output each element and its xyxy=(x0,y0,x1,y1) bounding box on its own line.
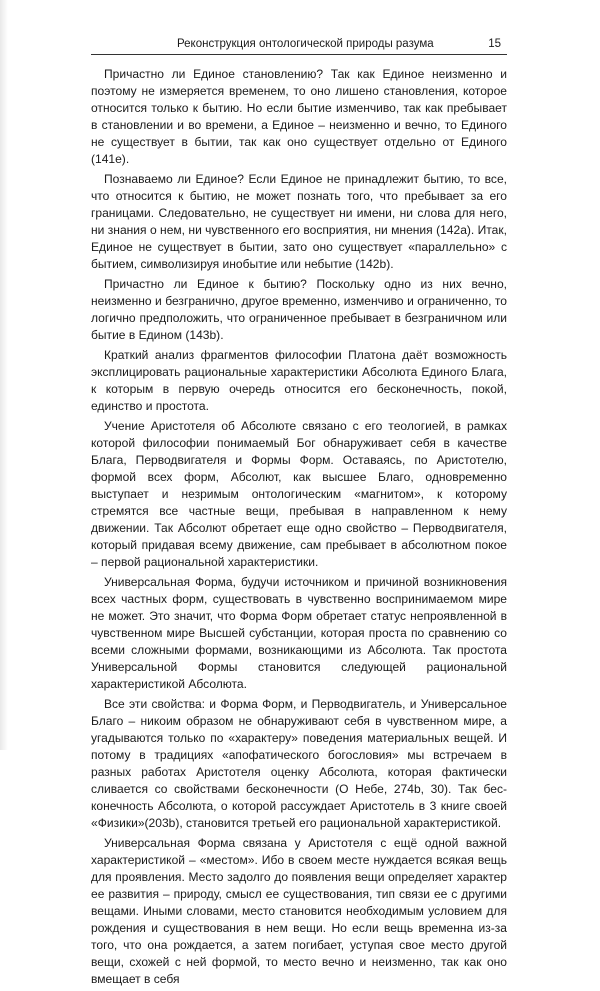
paragraph: Универсальная Форма, будучи источником и причиной возникновения всех частных форм, существовать в чувственно воспринимаемом мире не может. Это значит, что Форма Форм обретает статус непроявленной в чувственном мире Высшей субстанции, которая проста по сравнению со всеми сложными формами, возникающими из Абсолюта. Так простота Универсальной Формы становится следующей рациональной характеристикой Абсолюта. xyxy=(91,575,507,691)
body-text xyxy=(91,66,507,991)
paragraph: Причастно ли Единое становлению? Так как Единое неизменно и поэтому не измеряется временем, то оно лишено становления, которое относится только к бытию. Но если бытие изменчиво, так как пребывает в становлении и во времени, а Единое – неизменно и вечно, то Единого не существует в бытии, так как оно существует отдельно от Единого (141e). xyxy=(91,67,507,166)
paragraph: Познаваемо ли Единое? Если Единое не принадлежит бытию, то все, что относится к бытию, не может познать того, что пребывает за его границами. Следовательно, не существует ни имени, ни слова для него, ни знания о нем, ни чувственного его восприятия, ни мнения (142a). Итак, Единое не существует в бытии, зато оно существует «параллельно» с бытием, символизируя инобытие или небытие (142b). xyxy=(91,172,507,271)
paragraph: Универсальная Форма связана у Аристотеля с ещё одной важной характеристикой – «местом». Ибо в своем месте нуждается всякая вещь для проявления. Место задолго до появления вещи определяет характер ее развития – природу, смысл ее существования, тип связи ее с другими вещами. Иными словами, место становится необходимым условием для рождения и существования в нем вещи. Но если вещь временна из-за того, что она рождается, а затем погибает, уступая свое место другой вещи, схожей с ней формой, то место вечно и неизменно, так как оно вмещает в себя xyxy=(91,836,507,986)
paragraph: Краткий анализ фрагментов философии Платона даёт возможность эксплицировать рациональные характеристики Абсолюта Единого Блага, к которым в первую очередь относится его бесконечность, покой, единство и простота. xyxy=(91,348,507,413)
paragraph: Причастно ли Единое к бытию? Поскольку одно из них вечно, неизменно и безгранично, другое временно, изменчиво и ограниченно, то логично предположить, что ограниченное пребывает в безграничном или бытие в Едином (143b). xyxy=(91,277,507,342)
page-number: 15 xyxy=(488,38,501,50)
running-title: Реконструкция онтологической природы разума xyxy=(177,38,434,50)
paragraph: Все эти свойства: и Форма Форм, и Перводвигатель, и Универсальное Благо – никоим образом не обнаруживают себя в чувственном мире, а угадываются только по «характеру» поведения материальных вещей. И потому в традициях «апофатического богословия» мы встречаем в разных работах Аристотеля оценку Абсолюта, которая фактически сливается со свойствами бесконечности (О Небе, 274b, 30). Так бесконечность Абсолюта, о которой рассуждает Аристотель в 3 книге своей «Физики»(203b), становится третьей его рациональной характеристикой. xyxy=(91,697,507,830)
page-header xyxy=(91,34,507,55)
paragraph: Учение Аристотеля об Абсолюте связано с его теологией, в рамках которой философии понимаемый Бог обнаруживает себя в качестве Блага, Перводвигателя и Формы Форм. Оставаясь, по Аристотелю, формой всех форм, Абсолют, как высшее Благо, одновременно выступает и незримым онтологическим «магнитом», к которому стремятся все частные вещи, пребывая в направленном к нему движении. Так Абсолют обретает еще одно свойство – Перводвигателя, который придавая всему движение, сам пребывает в абсолютном покое – первой рациональной характеристики. xyxy=(91,419,507,569)
scan-edge-shadow xyxy=(0,0,8,750)
